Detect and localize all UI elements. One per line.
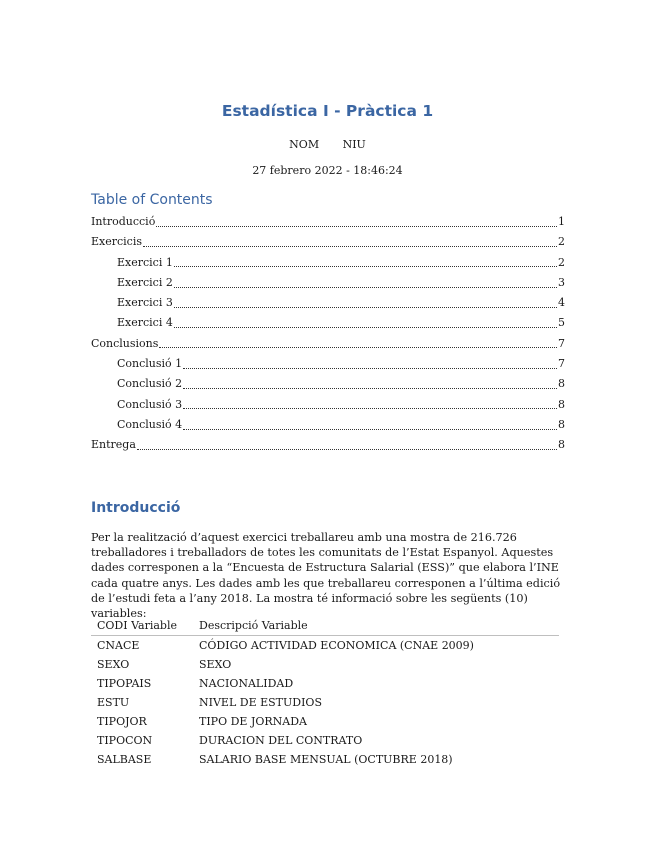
table-row — [91, 712, 559, 731]
variable-code-cell: SALBASE — [97, 753, 152, 766]
toc-entry-label: Exercici 4 — [117, 316, 173, 330]
toc-entry-page: 4 — [558, 296, 565, 310]
column-header: Descripció Variable — [193, 616, 559, 636]
toc-entry-page: 7 — [558, 336, 565, 350]
toc-leader-dots — [183, 429, 557, 430]
variable-code-cell: TIPOJOR — [97, 715, 147, 728]
table-header-row — [91, 616, 559, 636]
toc-leader-dots — [174, 327, 557, 328]
toc-leader-dots — [137, 449, 557, 450]
toc-entry-label: Conclusió 4 — [117, 417, 183, 431]
toc-entry-label: Entrega — [91, 438, 136, 452]
toc-entry-label: Introducció — [91, 215, 156, 228]
toc-entry-page: 8 — [558, 377, 565, 391]
toc-entry[interactable] — [91, 313, 565, 333]
toc-leader-dots — [156, 226, 557, 227]
toc-leader-dots — [143, 246, 557, 247]
variable-code-cell: CNACE — [97, 639, 140, 652]
toc-entry-page: 5 — [558, 316, 565, 330]
toc-leader-dots — [174, 307, 557, 308]
toc-leader-dots — [159, 347, 557, 348]
toc-entry[interactable] — [91, 415, 565, 435]
toc-entry-label: Exercici 1 — [117, 255, 173, 269]
variable-code-cell: SEXO — [97, 658, 130, 671]
toc-leader-dots — [183, 368, 557, 369]
toc-entry[interactable] — [91, 293, 565, 313]
toc-entry-label: Conclusió 2 — [117, 377, 183, 391]
toc-entry[interactable] — [91, 232, 565, 252]
table-row — [91, 655, 559, 674]
variable-description-cell: NACIONALIDAD — [199, 677, 294, 690]
variable-code-cell: TIPOPAIS — [97, 677, 152, 690]
toc-entry-page: 8 — [558, 417, 565, 431]
toc-heading: Table of Contents — [91, 192, 213, 208]
variable-description-cell: TIPO DE JORNADA — [199, 715, 307, 728]
toc-entry[interactable] — [91, 354, 565, 374]
variable-description-cell: CÓDIGO ACTIVIDAD ECONOMICA (CNAE 2009) — [199, 639, 474, 652]
variable-code-cell: TIPOCON — [97, 734, 153, 747]
toc-leader-dots — [183, 388, 557, 389]
section-heading-introduccio: Introducció — [91, 500, 181, 516]
authors-line — [0, 138, 655, 151]
document-title: Estadística I - Pràctica 1 — [221, 102, 434, 120]
toc-entry[interactable] — [91, 435, 565, 455]
toc-entry-label: Exercici 2 — [117, 275, 173, 289]
variable-description-cell: SALARIO BASE MENSUAL (OCTUBRE 2018) — [199, 753, 453, 766]
toc-entry-page: 2 — [558, 235, 565, 249]
toc-entry[interactable] — [91, 395, 565, 415]
toc-entry-page: 1 — [558, 215, 565, 228]
table-row — [91, 731, 559, 750]
toc-leader-dots — [174, 287, 557, 288]
toc-leader-dots — [174, 266, 557, 267]
variable-description-cell: SEXO — [199, 658, 232, 671]
column-header: CODI Variable — [91, 616, 193, 636]
table-of-contents — [91, 212, 565, 456]
variable-description-cell: DURACION DEL CONTRATO — [199, 734, 363, 747]
intro-paragraph: Per la realització d’aquest exercici treballareu amb una mostra de 216.726 treballadores i treballadors de totes les comunitats de l’Estat Espanyol. Aquestes dades corresponen a la “Encuesta de Estructura Salarial (ESS)” que elabora l’INE cada quatre anys. Les dades amb les que treballareu corresponen a l’última edició de l’estudi feta a l’any 2018. La mostra té informació sobre les següents (10) variables: — [91, 531, 561, 621]
toc-entry-label: Conclusió 3 — [117, 397, 183, 411]
author-name: NOM — [289, 138, 320, 151]
toc-entry[interactable] — [91, 253, 565, 273]
table-row — [91, 674, 559, 693]
toc-entry[interactable] — [91, 374, 565, 394]
author-niu: NIU — [342, 138, 366, 151]
toc-entry-page: 3 — [558, 275, 565, 289]
variable-code-cell: ESTU — [97, 696, 130, 709]
toc-entry-page: 8 — [558, 397, 565, 411]
toc-entry-page: 8 — [558, 438, 565, 452]
toc-entry[interactable] — [91, 212, 565, 232]
toc-entry[interactable] — [91, 273, 565, 293]
toc-entry-label: Conclusions — [91, 336, 159, 350]
variable-description-cell: NIVEL DE ESTUDIOS — [199, 696, 322, 709]
table-row — [91, 750, 559, 769]
document-date: 27 febrero 2022 - 18:46:24 — [252, 164, 403, 177]
toc-entry-label: Exercicis — [91, 235, 143, 249]
toc-leader-dots — [183, 408, 557, 409]
toc-entry[interactable] — [91, 334, 565, 354]
toc-entry-label: Exercici 3 — [117, 296, 173, 310]
table-row — [91, 636, 559, 656]
toc-entry-label: Conclusió 1 — [117, 357, 183, 371]
variables-table — [91, 616, 559, 769]
toc-entry-page: 2 — [558, 255, 565, 269]
table-row — [91, 693, 559, 712]
toc-entry-page: 7 — [558, 357, 565, 371]
